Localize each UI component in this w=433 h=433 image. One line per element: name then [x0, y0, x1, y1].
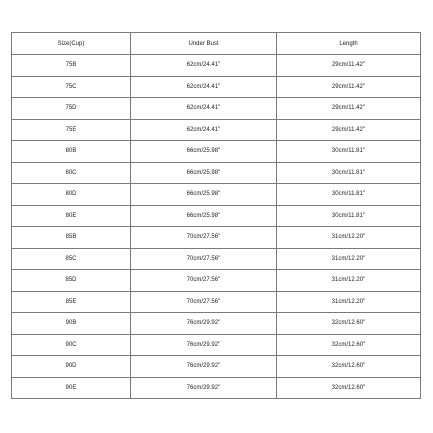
cell-under-bust: 70cm/27.56'' — [131, 291, 277, 313]
size-chart-table — [11, 32, 421, 399]
cell-length: 30cm/11.81'' — [277, 141, 421, 163]
cell-under-bust: 66cm/25.98'' — [131, 141, 277, 163]
table-row — [12, 248, 421, 270]
cell-length: 31cm/12.20'' — [277, 227, 421, 249]
cell-under-bust: 62cm/24.41'' — [131, 55, 277, 77]
cell-length: 30cm/11.81'' — [277, 162, 421, 184]
table-row — [12, 291, 421, 313]
cell-size: 90D — [12, 356, 131, 378]
cell-size: 80C — [12, 162, 131, 184]
cell-size: 85B — [12, 227, 131, 249]
cell-length: 30cm/11.81'' — [277, 184, 421, 206]
table-row — [12, 313, 421, 335]
table-row — [12, 119, 421, 141]
cell-size: 85E — [12, 291, 131, 313]
cell-under-bust: 62cm/24.41'' — [131, 76, 277, 98]
cell-length: 31cm/12.20'' — [277, 270, 421, 292]
cell-length: 32cm/12.60'' — [277, 313, 421, 335]
cell-length: 29cm/11.42'' — [277, 55, 421, 77]
cell-length: 29cm/11.42'' — [277, 119, 421, 141]
cell-size: 85C — [12, 248, 131, 270]
header-length: Length — [277, 33, 421, 55]
cell-size: 75B — [12, 55, 131, 77]
cell-size: 75E — [12, 119, 131, 141]
table-row — [12, 205, 421, 227]
cell-length: 29cm/11.42'' — [277, 98, 421, 120]
table-row — [12, 184, 421, 206]
cell-size: 90B — [12, 313, 131, 335]
cell-length: 31cm/12.20'' — [277, 291, 421, 313]
cell-size: 75C — [12, 76, 131, 98]
cell-under-bust: 66cm/25.98'' — [131, 205, 277, 227]
table-row — [12, 270, 421, 292]
cell-under-bust: 76cm/29.92'' — [131, 356, 277, 378]
cell-under-bust: 62cm/24.41'' — [131, 119, 277, 141]
cell-size: 90E — [12, 377, 131, 399]
table-row — [12, 98, 421, 120]
cell-size: 90C — [12, 334, 131, 356]
cell-length: 29cm/11.42'' — [277, 76, 421, 98]
header-size-cup: Size(Cup) — [12, 33, 131, 55]
cell-size: 80E — [12, 205, 131, 227]
table-row — [12, 141, 421, 163]
cell-length: 32cm/12.60'' — [277, 334, 421, 356]
cell-under-bust: 76cm/29.92'' — [131, 377, 277, 399]
table-row — [12, 356, 421, 378]
header-under-bust: Under Bust — [131, 33, 277, 55]
table-row — [12, 162, 421, 184]
cell-under-bust: 70cm/27.56'' — [131, 248, 277, 270]
cell-under-bust: 70cm/27.56'' — [131, 270, 277, 292]
cell-length: 30cm/11.81'' — [277, 205, 421, 227]
cell-length: 32cm/12.60'' — [277, 356, 421, 378]
cell-under-bust: 62cm/24.41'' — [131, 98, 277, 120]
table-row — [12, 377, 421, 399]
cell-size: 80B — [12, 141, 131, 163]
table-row — [12, 76, 421, 98]
table-header-row — [12, 33, 421, 55]
cell-size: 85D — [12, 270, 131, 292]
table-row — [12, 227, 421, 249]
cell-under-bust: 76cm/29.92'' — [131, 313, 277, 335]
cell-size: 80D — [12, 184, 131, 206]
table-row — [12, 334, 421, 356]
cell-under-bust: 76cm/29.92'' — [131, 334, 277, 356]
cell-under-bust: 66cm/25.98'' — [131, 162, 277, 184]
cell-length: 32cm/12.60'' — [277, 377, 421, 399]
cell-length: 31cm/12.20'' — [277, 248, 421, 270]
cell-size: 75D — [12, 98, 131, 120]
table-row — [12, 55, 421, 77]
cell-under-bust: 66cm/25.98'' — [131, 184, 277, 206]
cell-under-bust: 70cm/27.56'' — [131, 227, 277, 249]
